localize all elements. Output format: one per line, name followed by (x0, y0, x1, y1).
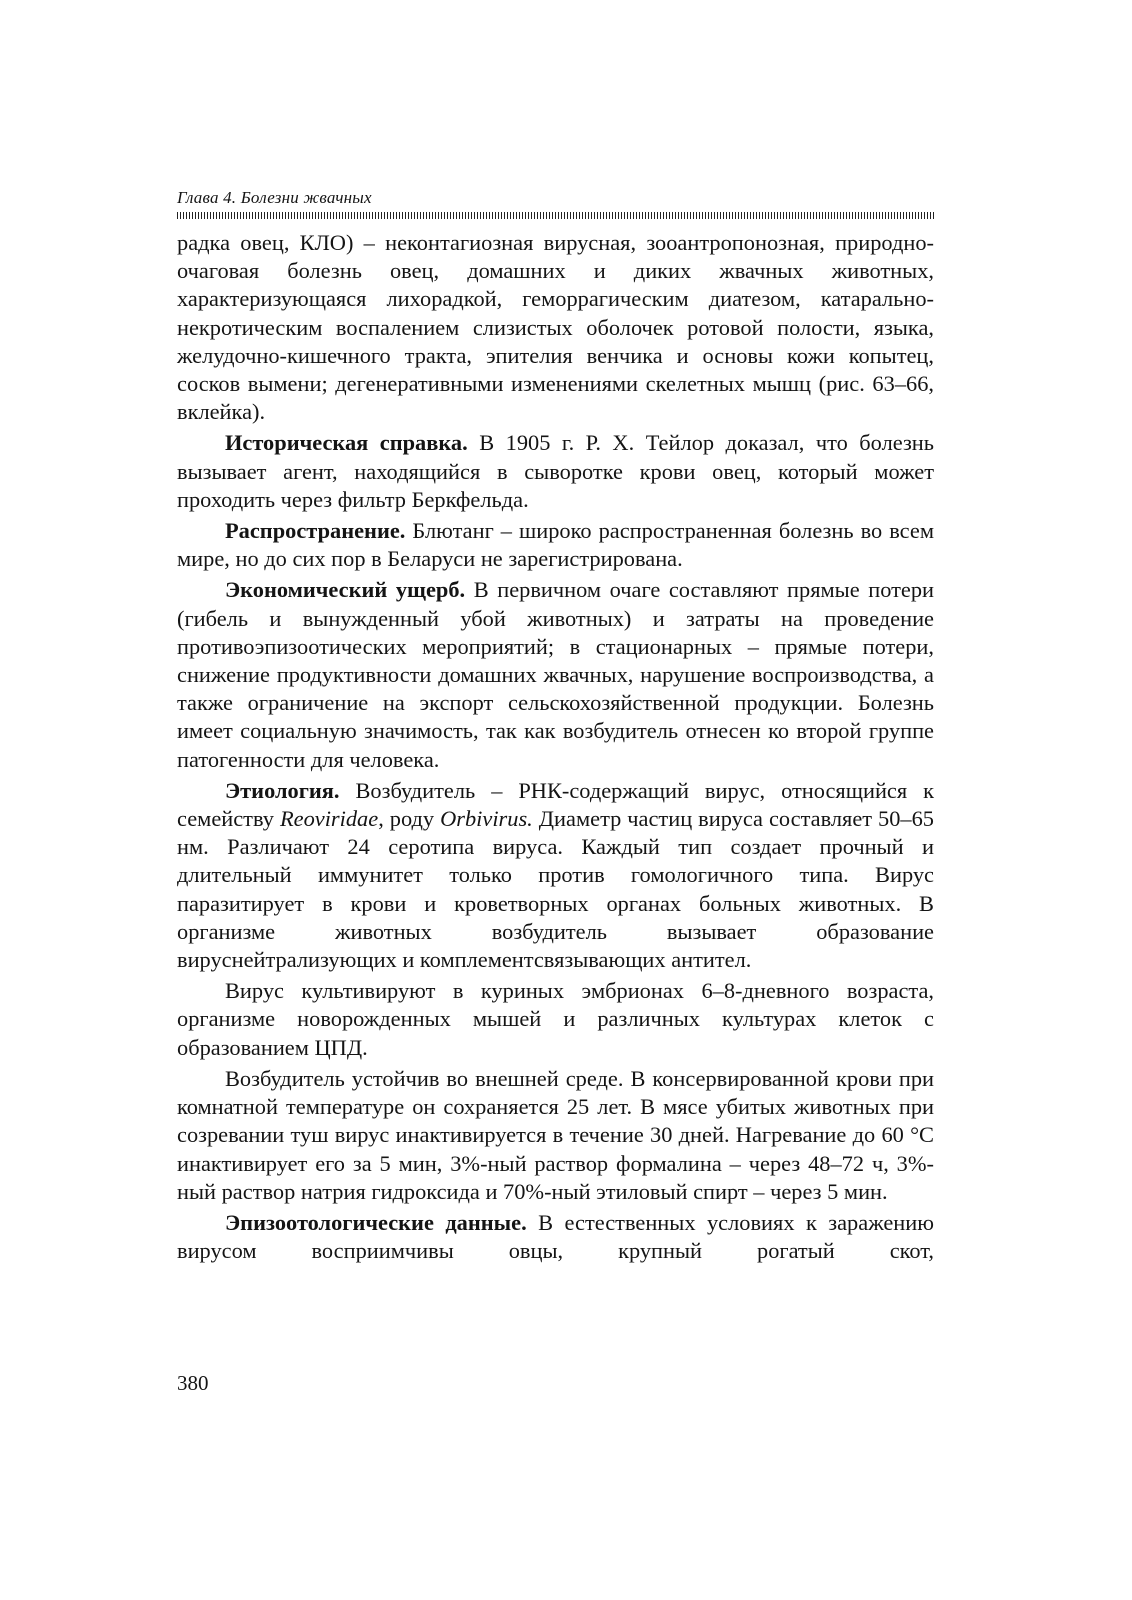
paragraph-text: Диаметр частиц вируса составляет 50–65 нм. Различают 24 серотипа вируса. Каждый тип создает прочный и длительный иммунитет только против гомологичного типа. Вирус паразитирует в крови и кроветворных органах больных животных. В организме животных возбудитель вызывает образование вируснейтрализующих и комплементсвязывающих антител. (177, 806, 934, 973)
section-heading-epizootology: Эпизоотологические данные. (225, 1209, 527, 1235)
body-text (177, 229, 934, 1268)
paragraph-text: Возбудитель устойчив во внешней среде. В консервированной крови при комнатной температуре он сохраняется 25 лет. В мясе убитых животных при созревании туш вирус инактивируется в течение 30 дней. Нагревание до 60 °С инактивирует его за 5 мин, 3%-ный раствор формалина – через 48–72 ч, 3%-ный раствор натрия гидроксида и 70%-ный этиловый спирт – через 5 мин. (177, 1065, 934, 1204)
section-heading-distribution: Распространение. (225, 518, 406, 544)
paragraph-distribution (177, 517, 934, 573)
paragraph-text: Возбудитель – РНК-содержащий вирус, относящийся к семейству (177, 777, 934, 832)
paragraph-epizootology (177, 1209, 934, 1265)
page-number: 380 (177, 1371, 209, 1395)
paragraph-text: Блютанг – широко распространенная болезнь во всем мире, но до сих пор в Беларуси не зарегистрирована. (177, 518, 934, 572)
paragraph-etiology (177, 777, 934, 974)
section-heading-etiology: Этиология. (225, 777, 340, 803)
section-heading-economic-damage: Экономический ущерб. (225, 577, 466, 603)
paragraph-resistance (177, 1065, 934, 1206)
paragraph-text: радка овец, КЛО) – неконтагиозная вирусная, зооантропонозная, природно-очаговая болезнь овец, домашних и диких жвачных животных, характеризующаяся лихорадкой, геморрагическим диатезом, катарально-некротическим воспалением слизистых оболочек ротовой полости, языка, желудочно-кишечного тракта, эпителия венчика и основы кожи копытец, сосков вымени; дегенеративными изменениями скелетных мышц (рис. 63–66, вклейка). (177, 230, 934, 425)
taxon-family: Reoviridae (279, 806, 379, 832)
paragraph-text: Вирус культивируют в куриных эмбрионах 6–8-дневного возраста, организме новорожденных мышей и различных культурах клеток с образованием ЦПД. (177, 978, 934, 1060)
paragraph-text: В 1905 г. Р. Х. Тейлор доказал, что болезнь вызывает агент, находящийся в сыворотке крови овец, который может проходить через фильтр Беркфельда. (177, 430, 934, 512)
taxon-genus: Orbivirus. (440, 806, 533, 832)
running-head: Глава 4. Болезни жвачных (177, 188, 372, 207)
paragraph-text: В естественных условиях к заражению вирусом восприимчивы овцы, крупный рогатый скот, (177, 1209, 934, 1264)
paragraph-history (177, 429, 934, 514)
paragraph-text: В первичном очаге составляют прямые потери (гибель и вынужденный убой животных) и затраты на проведение противоэпизоотических мероприятий; в стационарных – прямые потери, снижение продуктивности домашних жвачных, нарушение воспроизводства, а также ограничение на экспорт сельскохозяйственной продукции. Болезнь имеет социальную значимость, так как возбудитель отнесен ко второй группе патогенности для человека. (177, 577, 935, 772)
section-heading-history: Историческая справка. (225, 430, 468, 456)
paragraph-economic-damage (177, 576, 934, 773)
paragraph-cultivation (177, 977, 934, 1062)
header-rule (177, 212, 934, 219)
paragraph-definition-continued (177, 229, 934, 426)
paragraph-text: , роду (378, 806, 441, 832)
book-page (177, 0, 934, 1600)
